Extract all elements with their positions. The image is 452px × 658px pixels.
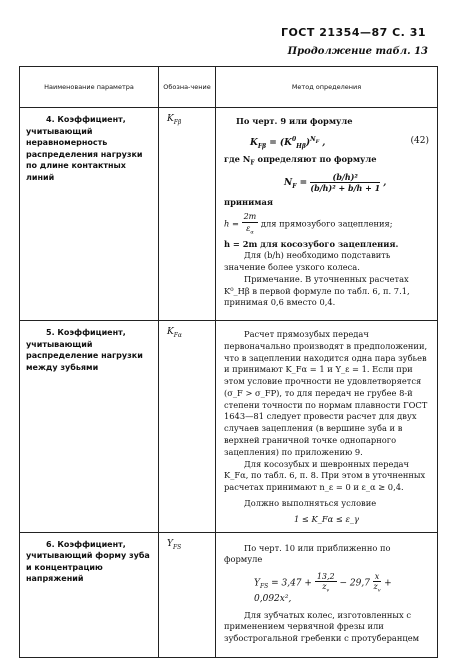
equation-number: (42) — [410, 135, 429, 146]
note-bh: Для (b/h) необходимо подставить значение более узкого колеса. — [224, 250, 391, 273]
table-row — [20, 532, 438, 657]
method-intro: По черт. 9 или формуле — [236, 116, 353, 126]
condition: 1 ≤ K_Fα ≤ ε_γ — [294, 513, 359, 524]
h-helical: h = 2m для косозубого зацепления. — [224, 238, 399, 249]
method-where: где $N_F$ определяют по формуле — [224, 153, 377, 167]
method-cell — [216, 321, 438, 533]
table-row — [20, 108, 438, 321]
note-refined: Примечание. В уточненных расчетах K⁰_Hβ в первой формуле по табл. 6, п. 7.1, принимая 0,6 вместо 0,4. — [224, 273, 410, 308]
table-header-row — [20, 67, 438, 108]
col-header-parameter: Наименование параметра — [20, 67, 159, 108]
param-symbol: $K_{F\beta}$ — [159, 108, 216, 321]
method-paragraph: Должно выполняться условие — [244, 497, 377, 508]
method-accept: принимая — [224, 196, 273, 207]
formula-yfs: $Y_{FS} = 3,47$ + $\frac{13,2}{z_v}$ − 29,7 $\frac{x}{z_v}$ + 0,092x², — [254, 572, 392, 604]
col-header-symbol: Обозна-чение — [159, 67, 216, 108]
gost-reference: ГОСТ 21354—87 С. 31 — [280, 26, 426, 39]
table-continuation: Продолжение табл. 13 — [287, 46, 428, 57]
table-row — [20, 321, 438, 533]
page-header — [0, 26, 452, 66]
method-cell — [216, 108, 438, 321]
h-straight: h = $\frac{2m}{\varepsilon_\alpha}$ для прямозубого зацепления; — [224, 211, 393, 236]
method-cell — [216, 532, 438, 657]
formula-42: $K_{F\beta} = (K^0_{H\beta})^{N_F}$ , (42) — [250, 135, 429, 150]
method-paragraph: Расчет прямозубых передач первоначально производят в предположении, что в зацеплении находится одна пара зубьев и принимают K_Fα = 1 и Y_ε = 1. Если при этом условие прочности не удовлетворяется (σ_F > σ_FP), то для передач не грубее 8-й степени точности по нормам плавности ГОСТ 1643—81 следует провести расчет для двух случаев зацепления (в вершине зуба и в верхней граничной точке однопарного зацепления) по приложению 9. — [224, 329, 428, 457]
method-paragraph: Для зубчатых колес, изготовленных с применением червячной фрезы или зубострогальной гребенки с протуберанцем — [224, 609, 420, 644]
param-name: 5. Коэффициент, учитывающий распределение нагрузки между зубьями — [20, 321, 159, 533]
param-symbol: $K_{F\alpha}$ — [159, 321, 216, 533]
col-header-method: Метод определения — [216, 67, 438, 108]
formula-nf: $N_F$ = $\frac{\text{(b/h)²}}{\text{(b/h)² + b/h + 1}}$ , — [284, 171, 387, 193]
method-paragraph: Для косозубых и шевронных передач K_Fα, по табл. 6, п. 8. При этом в уточненных расчетах принимают n_ε = 0 и ε_α ≥ 0,4. — [224, 458, 426, 493]
method-paragraph: По черт. 10 или приближенно по формуле — [224, 542, 391, 565]
param-symbol: $Y_{FS}$ — [159, 532, 216, 657]
parameters-table — [19, 66, 438, 658]
param-name: 4. Коэффициент, учитывающий неравномерность распределения нагрузки по длине контактных линий — [20, 108, 159, 321]
param-name: 6. Коэффициент, учитывающий форму зуба и концентрацию напряжений — [20, 532, 159, 657]
